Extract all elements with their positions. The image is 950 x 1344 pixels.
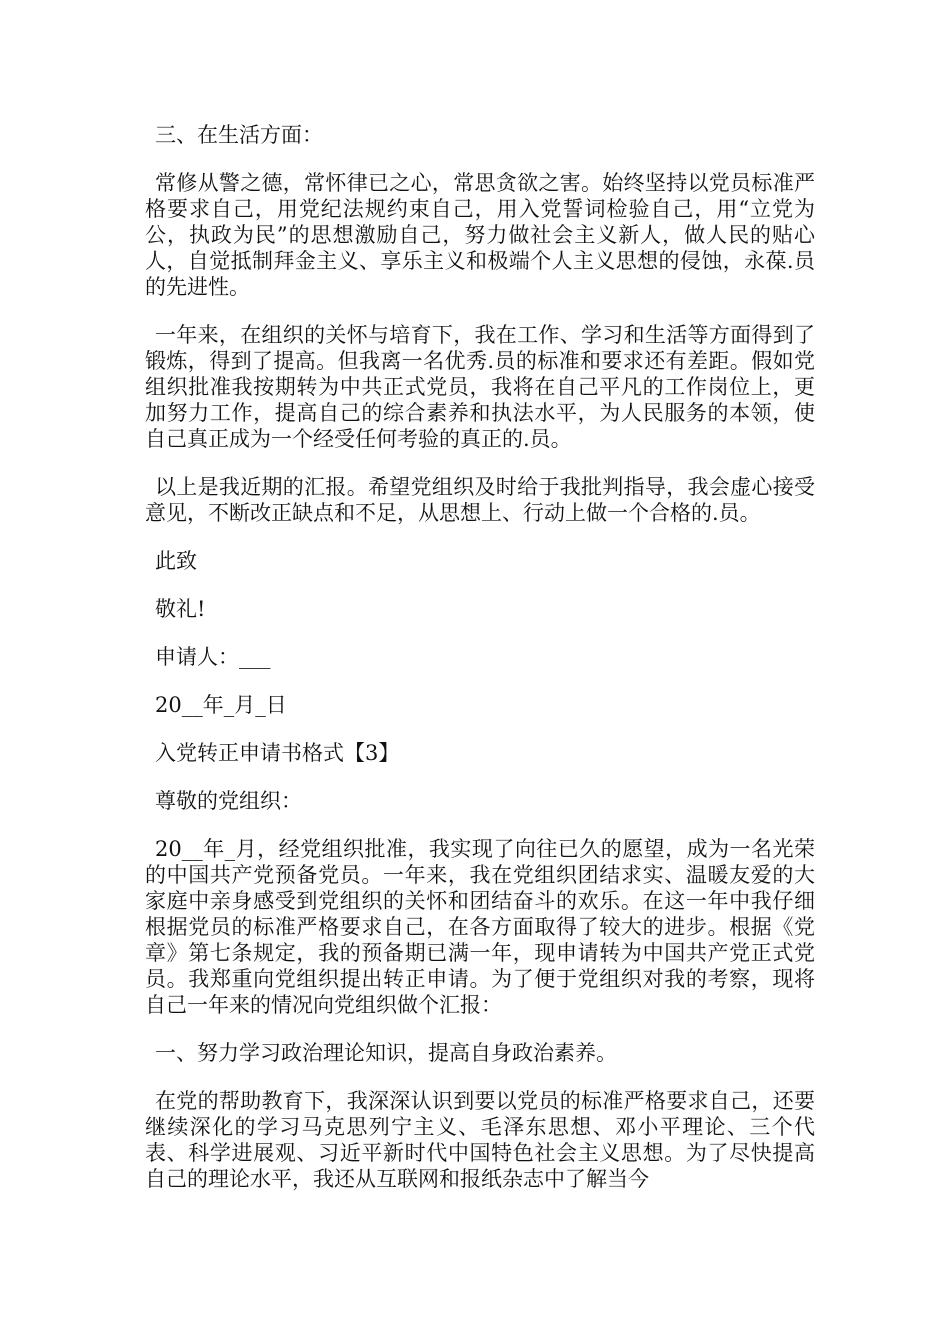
paragraph: 20__年_月，经党组织批准，我实现了向往已久的愿望，成为一名光荣的中国共产党预备党员。一年来，我在党组织团结求实、温暖友爱的大家庭中亲身感受到党组织的关怀和团结奋斗的欢乐。在这一年中我仔细根据党员的标准严格要求自己，在各方面取得了较大的进步。根据《党章》第七条规定，我的预备期已满一年，现申请转为中国共产党正式党员。我郑重向党组织提出转正申请。为了便于党组织对我的考察，现将自己一年来的情况向党组织做个汇报： — [145, 837, 815, 1017]
date-line: 20__年_月_日 — [155, 693, 287, 717]
closing-salutation: 此致 — [155, 549, 197, 573]
paragraph: 一年来，在组织的关怀与培育下，我在工作、学习和生活等方面得到了锻炼，得到了提高。但我离一名优秀.员的标准和要求还有差距。假如党组织批准我按期转为中共正式党员，我将在自己平凡的工作岗位上，更加努力工作，提高自己的综合素养和执法水平，为人民服务的本领，使自己真正成为一个经受任何考验的真正的.员。 — [145, 323, 815, 451]
paragraph: 常修从警之德，常怀律已之心，常思贪欲之害。始终坚持以党员标准严格要求自己，用党纪法规约束自己，用入党誓词检验自己，用“立党为公，执政为民”的思想激励自己，努力做社会主义新人，做人民的贴心人，自觉抵制拜金主义、享乐主义和极端个人主义思想的侵蚀，永葆.员的先进性。 — [145, 171, 815, 299]
paragraph: 在党的帮助教育下，我深深认识到要以党员的标准严格要求自己，还要继续深化的学习马克思列宁主义、毛泽东思想、邓小平理论、三个代表、科学进展观、习近平新时代中国特色社会主义思想。为了尽快提高自己的理论水平，我还从互联网和报纸杂志中了解当今 — [145, 1089, 815, 1191]
section-title: 入党转正申请书格式【3】 — [155, 741, 400, 765]
section-heading-life: 三、在生活方面： — [155, 123, 323, 147]
document-body — [145, 122, 815, 1214]
applicant-line: 申请人：___ — [155, 645, 271, 669]
greeting: 尊敬的党组织： — [155, 789, 302, 813]
section-heading-politics: 一、努力学习政治理论知识，提高自身政治素养。 — [155, 1041, 617, 1065]
closing-regards: 敬礼! — [155, 597, 206, 621]
paragraph: 以上是我近期的汇报。希望党组织及时给于我批判指导，我会虚心接受意见，不断改正缺点和不足，从思想上、行动上做一个合格的.员。 — [145, 475, 815, 525]
